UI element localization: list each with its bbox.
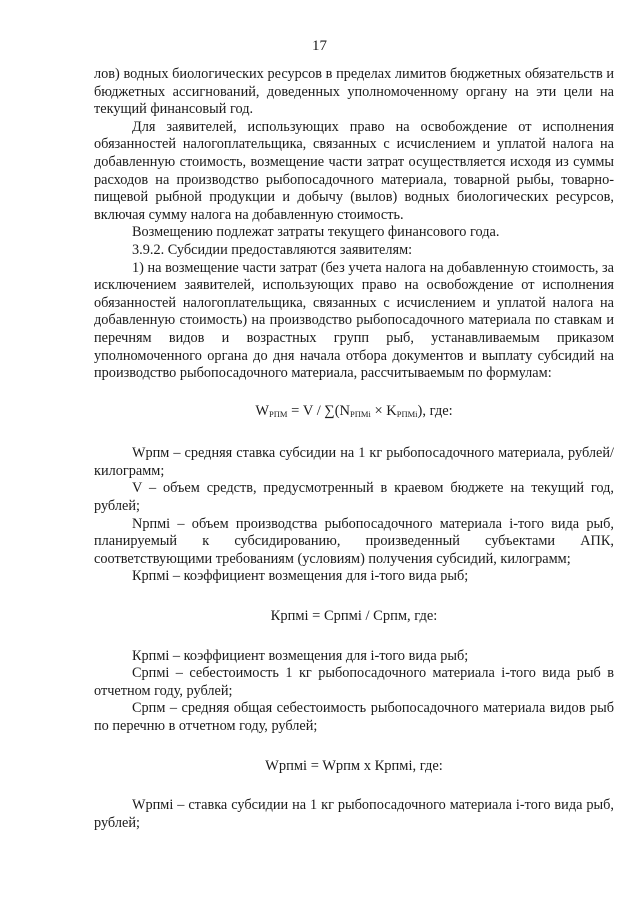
formula-coefficient: Крпмi = Српмi / Српм, где: (270, 608, 438, 625)
definition-w: Wрпм – средняя ставка субсидии на 1 кг рыбопосадочного материала, рублей/килограмм; (94, 445, 614, 479)
page-number: 17 (312, 38, 327, 54)
formula-average-rate: $W_{РПМ} = V / \sum(N_{РПМi} \times K_{РПМi})$, где: (255, 402, 453, 419)
paragraph-vat-exemption: Для заявителей, использующих право на освобождение от исполнения обязанностей налогоплательщика, связанных с исчислением и уплатой налога на добавленную стоимость, возмещение части затрат осуществляется исходя из суммы расходов на производство рыбопосадочного материала, товарной рыбы, товарно-пищевой рыбной продукции и добычу (вылов) водных биологических ресурсов, включая сумму налога на добавленную стоимость. (94, 118, 614, 223)
paragraph-item-1: 1) на возмещение части затрат (без учета налога на добавленную стоимость, за исключением заявителей, использующих право на освобождение от исполнения обязанностей налогоплательщика, связанных с исчислением и уплатой налога на добавленную стоимость) на производство рыбопосадочного материала по ставкам и перечням видов и возрастных групп рыб, устанавливаемым приказом уполномоченного органа до дня начала отбора документов и выплату субсидий на производство рыбопосадочного материала, рассчитываемым по формулам: (94, 259, 614, 382)
document-body (94, 66, 614, 832)
paragraph-current-year: Возмещению подлежат затраты текущего финансового года. (132, 224, 500, 241)
definition-v: V – объем средств, предусмотренный в краевом бюджете на текущий год, рублей; (94, 480, 614, 515)
paragraph-continuation: лов) водных биологических ресурсов в пределах лимитов бюджетных обязательств и бюджетных ассигнований, доведенных уполномоченному органу на эти цели на текущий финансовый год. (94, 66, 614, 118)
definition-n: Nрпмi – объем производства рыбопосадочного материала i-того вида рыб, планируемый к субсидированию, произведенный субъектами АПК, соответствующими требованиям (условиям) получения субсидий, килограмм; (94, 515, 614, 567)
formula-rate-i: Wрпмi = Wрпм х Крпмi, где: (265, 757, 443, 774)
definition-cost-i: Српмi – себестоимость 1 кг рыбопосадочного материала i-того вида рыб в отчетном году, рублей; (94, 665, 614, 699)
definition-w-i: Wрпмi – ставка субсидии на 1 кг рыбопосадочного материала i-того вида рыб, рублей; (94, 797, 614, 831)
paragraph-section-3-9-2: 3.9.2. Субсидии предоставляются заявителям: (132, 241, 413, 258)
definition-k: Крпмi – коэффициент возмещения для i-того вида рыб; (132, 568, 469, 585)
definition-cost-average: Српм – средняя общая себестоимость рыбопосадочного материала видов рыб по перечню в отчетном году, рублей; (94, 700, 614, 734)
definition-k-repeat: Крпмi – коэффициент возмещения для i-того вида рыб; (132, 647, 469, 664)
